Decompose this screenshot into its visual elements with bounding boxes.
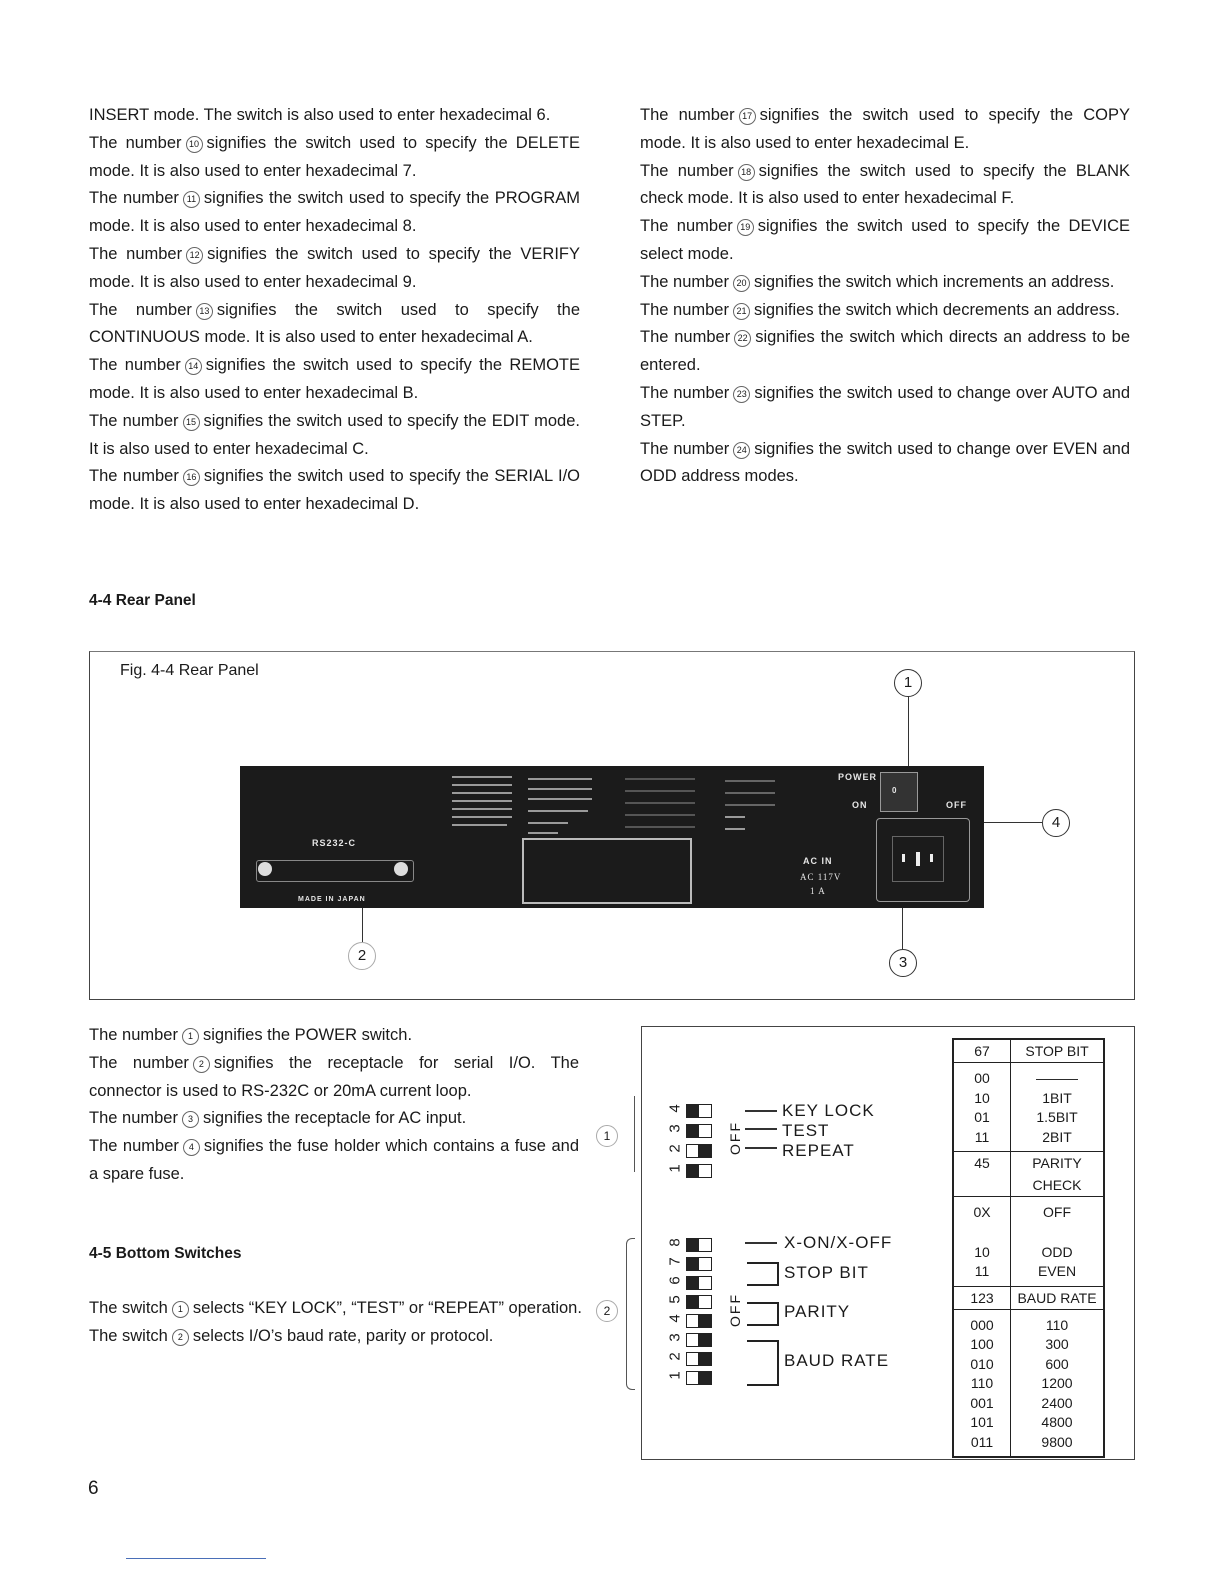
dip2-num: 1 xyxy=(666,1371,684,1380)
circled-number: 16 xyxy=(183,469,200,486)
circled-number: 1 xyxy=(172,1301,189,1318)
bottom-paragraph-body: selects “KEY LOCK”, “TEST” or “REPEAT” operation. xyxy=(192,1299,582,1317)
circled-number: 2 xyxy=(172,1329,189,1346)
left-paragraph xyxy=(89,463,580,519)
circled-number: 14 xyxy=(185,358,202,375)
stop-value: 1BIT xyxy=(1042,1089,1072,1106)
baud-value: 600 xyxy=(1045,1355,1069,1372)
group1-off-label: OFF xyxy=(727,1121,743,1155)
parity-header: PARITY CHECK xyxy=(1011,1152,1105,1197)
baud-rate-label: BAUD RATE xyxy=(784,1351,890,1370)
dip1-num: 4 xyxy=(666,1104,684,1113)
left-paragraph-lead: The number xyxy=(89,300,192,319)
baud-value: 4800 xyxy=(1041,1414,1073,1430)
right-paragraph-lead: The number xyxy=(640,217,733,236)
circled-number: 22 xyxy=(734,330,751,347)
left-paragraph xyxy=(89,241,580,297)
circled-number: 20 xyxy=(733,275,750,292)
right-paragraph xyxy=(640,324,1130,380)
right-text-column xyxy=(640,102,1130,491)
section-heading-bottom-switches: 4-5 Bottom Switches xyxy=(89,1245,242,1262)
dip1-num: 1 xyxy=(666,1164,684,1173)
right-paragraph xyxy=(640,436,1130,492)
stop-code: 10 xyxy=(974,1089,990,1106)
parity-code: 0X xyxy=(973,1204,991,1220)
dip2-num: 6 xyxy=(666,1276,684,1285)
circled-number: 1 xyxy=(182,1028,199,1045)
baud-header: BAUD RATE xyxy=(1011,1286,1105,1309)
stop-bit-header-code: 67 xyxy=(953,1039,1011,1063)
circled-number: 13 xyxy=(196,303,213,320)
stop-value: 1.5BIT xyxy=(1036,1109,1078,1125)
dip2-num: 8 xyxy=(666,1238,684,1247)
circled-number: 4 xyxy=(183,1139,200,1156)
left-paragraph-body: signifies the switch used to specify the SERIAL I/O mode. It is also used to enter hexadecimal D. xyxy=(89,467,580,514)
section-heading-rear-panel: 4-4 Rear Panel xyxy=(89,592,196,609)
right-paragraph-body: signifies the switch used to change over AUTO and STEP. xyxy=(640,383,1130,430)
baud-value: 1200 xyxy=(1041,1375,1073,1391)
rear-paragraph xyxy=(89,1105,579,1133)
stop-bit-label: STOP BIT xyxy=(784,1263,869,1282)
dip1-num: 2 xyxy=(666,1144,684,1153)
circled-number: 3 xyxy=(182,1111,199,1128)
parity-code: 11 xyxy=(974,1263,990,1279)
circled-number: 24 xyxy=(733,442,750,459)
callout-3: 3 xyxy=(889,949,917,977)
parity-value: EVEN xyxy=(1037,1263,1077,1279)
right-paragraph-lead: The number xyxy=(640,300,729,319)
circled-number: 17 xyxy=(739,108,756,125)
right-paragraph-body: signifies the switch used to change over EVEN and ODD address modes. xyxy=(640,439,1130,486)
callout-1: 1 xyxy=(894,669,922,697)
circled-number: 19 xyxy=(737,219,754,236)
left-paragraph-body: signifies the switch used to specify the EDIT mode. It is also used to enter hexadecimal C. xyxy=(89,411,580,458)
parity-label: PARITY xyxy=(784,1302,851,1321)
circled-number: 11 xyxy=(183,191,200,208)
right-paragraph-lead: The number xyxy=(640,439,730,458)
ac-in-label: AC IN xyxy=(803,856,833,866)
left-paragraph-lead: INSERT mode. The switch is also used to enter hexadecimal 6. xyxy=(89,106,551,124)
dip2-num: 2 xyxy=(666,1352,684,1361)
right-paragraph-lead: The number xyxy=(640,161,734,180)
right-paragraph xyxy=(640,158,1130,214)
dip2-num: 3 xyxy=(666,1333,684,1342)
callout-4: 4 xyxy=(1042,809,1070,837)
switch-settings-table xyxy=(952,1038,1105,1458)
baud-code: 011 xyxy=(970,1433,994,1450)
dip2-num: 5 xyxy=(666,1295,684,1304)
right-paragraph-body: signifies the switch which increments an address. xyxy=(753,272,1115,291)
power-label: POWER xyxy=(838,772,878,782)
baud-code: 101 xyxy=(970,1414,994,1430)
baud-code: 110 xyxy=(970,1375,994,1391)
left-text-column xyxy=(89,102,580,519)
rear-paragraph-lead: The number xyxy=(89,1137,179,1156)
right-paragraph-body: signifies the switch used to specify the BLANK check mode. It is also used to enter hexadecimal F. xyxy=(640,161,1130,208)
left-paragraph xyxy=(89,185,580,241)
stop-bit-header: STOP BIT xyxy=(1011,1039,1105,1063)
baud-code: 000 xyxy=(970,1316,994,1333)
parity-value: ODD xyxy=(1041,1243,1073,1260)
stop-value: ——— xyxy=(1036,1070,1078,1086)
left-paragraph xyxy=(89,352,580,408)
baud-code: 010 xyxy=(970,1355,994,1372)
stop-code: 11 xyxy=(974,1128,990,1145)
baud-header-code: 123 xyxy=(953,1286,1011,1309)
right-paragraph-body: signifies the switch used to specify the DEVICE select mode. xyxy=(640,217,1130,263)
left-paragraph-lead: The number xyxy=(89,244,183,263)
left-paragraph xyxy=(89,102,580,130)
rear-panel-photo xyxy=(240,766,984,908)
parity-header-code: 45 xyxy=(953,1152,1011,1197)
baud-value: 2400 xyxy=(1041,1394,1073,1411)
rear-paragraph-lead: The number xyxy=(89,1053,189,1072)
right-paragraph-lead: The number xyxy=(640,106,735,124)
left-paragraph-body: signifies the switch used to specify the PROGRAM mode. It is also used to enter hexadecimal 8. xyxy=(89,189,580,236)
circled-number: 18 xyxy=(738,164,755,181)
left-paragraph-body: signifies the switch used to specify the CONTINUOUS mode. It is also used to enter hexadecimal A. xyxy=(89,300,580,347)
made-in-japan-label: MADE IN JAPAN xyxy=(298,896,366,903)
right-paragraph xyxy=(640,297,1130,325)
right-paragraph xyxy=(640,213,1130,269)
left-paragraph xyxy=(89,130,580,186)
bottom-paragraph xyxy=(89,1295,584,1323)
right-paragraph-lead: The number xyxy=(640,272,729,291)
baud-code: 100 xyxy=(970,1336,994,1352)
circled-number: 23 xyxy=(733,386,750,403)
right-paragraph-lead: The number xyxy=(640,383,730,402)
left-paragraph-body: signifies the switch used to specify the REMOTE mode. It is also used to enter hexadecimal B. xyxy=(89,356,580,402)
stop-code: 00 xyxy=(974,1070,990,1086)
stop-code: 01 xyxy=(974,1109,990,1125)
off-label: OFF xyxy=(946,800,967,810)
ac-voltage-label: AC 117V xyxy=(800,872,842,882)
baud-value: 300 xyxy=(1045,1336,1069,1352)
right-paragraph-body: signifies the switch used to specify the COPY mode. It is also used to enter hexadecimal E. xyxy=(640,106,1130,152)
circled-number: 2 xyxy=(193,1056,210,1073)
right-paragraph-body: signifies the switch which decrements an address. xyxy=(753,300,1120,319)
figure-caption: Fig. 4-4 Rear Panel xyxy=(120,662,259,679)
left-paragraph-lead: The number xyxy=(89,356,181,375)
callout-2: 2 xyxy=(348,942,376,970)
right-paragraph xyxy=(640,102,1130,158)
left-paragraph-lead: The number xyxy=(89,189,179,208)
right-paragraph xyxy=(640,380,1130,436)
rear-paragraph xyxy=(89,1022,579,1050)
page-number: 6 xyxy=(88,1478,99,1499)
test-label: TEST xyxy=(782,1121,830,1140)
bottom-paragraph-lead: The switch xyxy=(89,1299,168,1317)
group2-off-label: OFF xyxy=(727,1293,743,1327)
right-paragraph-body: signifies the switch which directs an address to be entered. xyxy=(640,328,1130,375)
switch-zero-label: 0 xyxy=(892,786,898,795)
left-paragraph xyxy=(89,297,580,353)
rear-paragraph-body: signifies the POWER switch. xyxy=(202,1026,413,1044)
dip2-num: 7 xyxy=(666,1257,684,1266)
stop-value: 2BIT xyxy=(1042,1128,1072,1145)
left-paragraph-lead: The number xyxy=(89,467,179,486)
rear-paragraph-body: signifies the receptacle for serial I/O. The connector is used to RS-232C or 20mA current loop. xyxy=(89,1053,579,1100)
baud-code: 001 xyxy=(970,1394,994,1411)
right-paragraph-lead: The number xyxy=(640,328,731,347)
bottom-paragraph xyxy=(89,1323,584,1351)
rear-paragraph-lead: The number xyxy=(89,1026,178,1044)
repeat-label: REPEAT xyxy=(782,1141,855,1160)
baud-value: 9800 xyxy=(1041,1433,1073,1450)
switch-group-2-callout: 2 xyxy=(596,1300,618,1322)
on-label: ON xyxy=(852,800,868,810)
bottom-description xyxy=(89,1295,584,1351)
baud-value: 110 xyxy=(1045,1316,1069,1333)
rear-paragraph-body: signifies the fuse holder which contains a fuse and a spare fuse. xyxy=(89,1137,579,1183)
dip1-num: 3 xyxy=(666,1124,684,1133)
xon-xoff-label: X-ON/X-OFF xyxy=(784,1233,893,1252)
circled-number: 12 xyxy=(186,247,203,264)
circled-number: 10 xyxy=(186,136,203,153)
bottom-paragraph-lead: The switch xyxy=(89,1326,168,1345)
left-paragraph-body: signifies the switch used to specify the DELETE mode. It is also used to enter hexadecimal 7. xyxy=(89,133,580,180)
footer-line xyxy=(126,1558,266,1559)
dip2-num: 4 xyxy=(666,1314,684,1323)
right-paragraph xyxy=(640,269,1130,297)
parity-code: 10 xyxy=(974,1243,990,1260)
rear-description xyxy=(89,1022,579,1189)
left-paragraph-body: signifies the switch used to specify the VERIFY mode. It is also used to enter hexadecimal 9. xyxy=(89,244,580,291)
switch-group-1-callout: 1 xyxy=(596,1125,618,1147)
left-paragraph-lead: The number xyxy=(89,411,179,430)
key-lock-label: KEY LOCK xyxy=(782,1101,875,1120)
circled-number: 21 xyxy=(733,303,750,320)
left-paragraph-lead: The number xyxy=(89,133,182,152)
rs232-label: RS232-C xyxy=(312,838,357,848)
circled-number: 15 xyxy=(183,414,200,431)
bottom-paragraph-body: selects I/O’s baud rate, parity or protocol. xyxy=(192,1326,494,1345)
rear-paragraph xyxy=(89,1050,579,1106)
rear-paragraph xyxy=(89,1133,579,1189)
parity-value: OFF xyxy=(1043,1204,1071,1220)
rear-paragraph-body: signifies the receptacle for AC input. xyxy=(202,1109,467,1128)
left-paragraph xyxy=(89,408,580,464)
rear-paragraph-lead: The number xyxy=(89,1109,178,1128)
ac-amp-label: 1 A xyxy=(810,886,826,896)
